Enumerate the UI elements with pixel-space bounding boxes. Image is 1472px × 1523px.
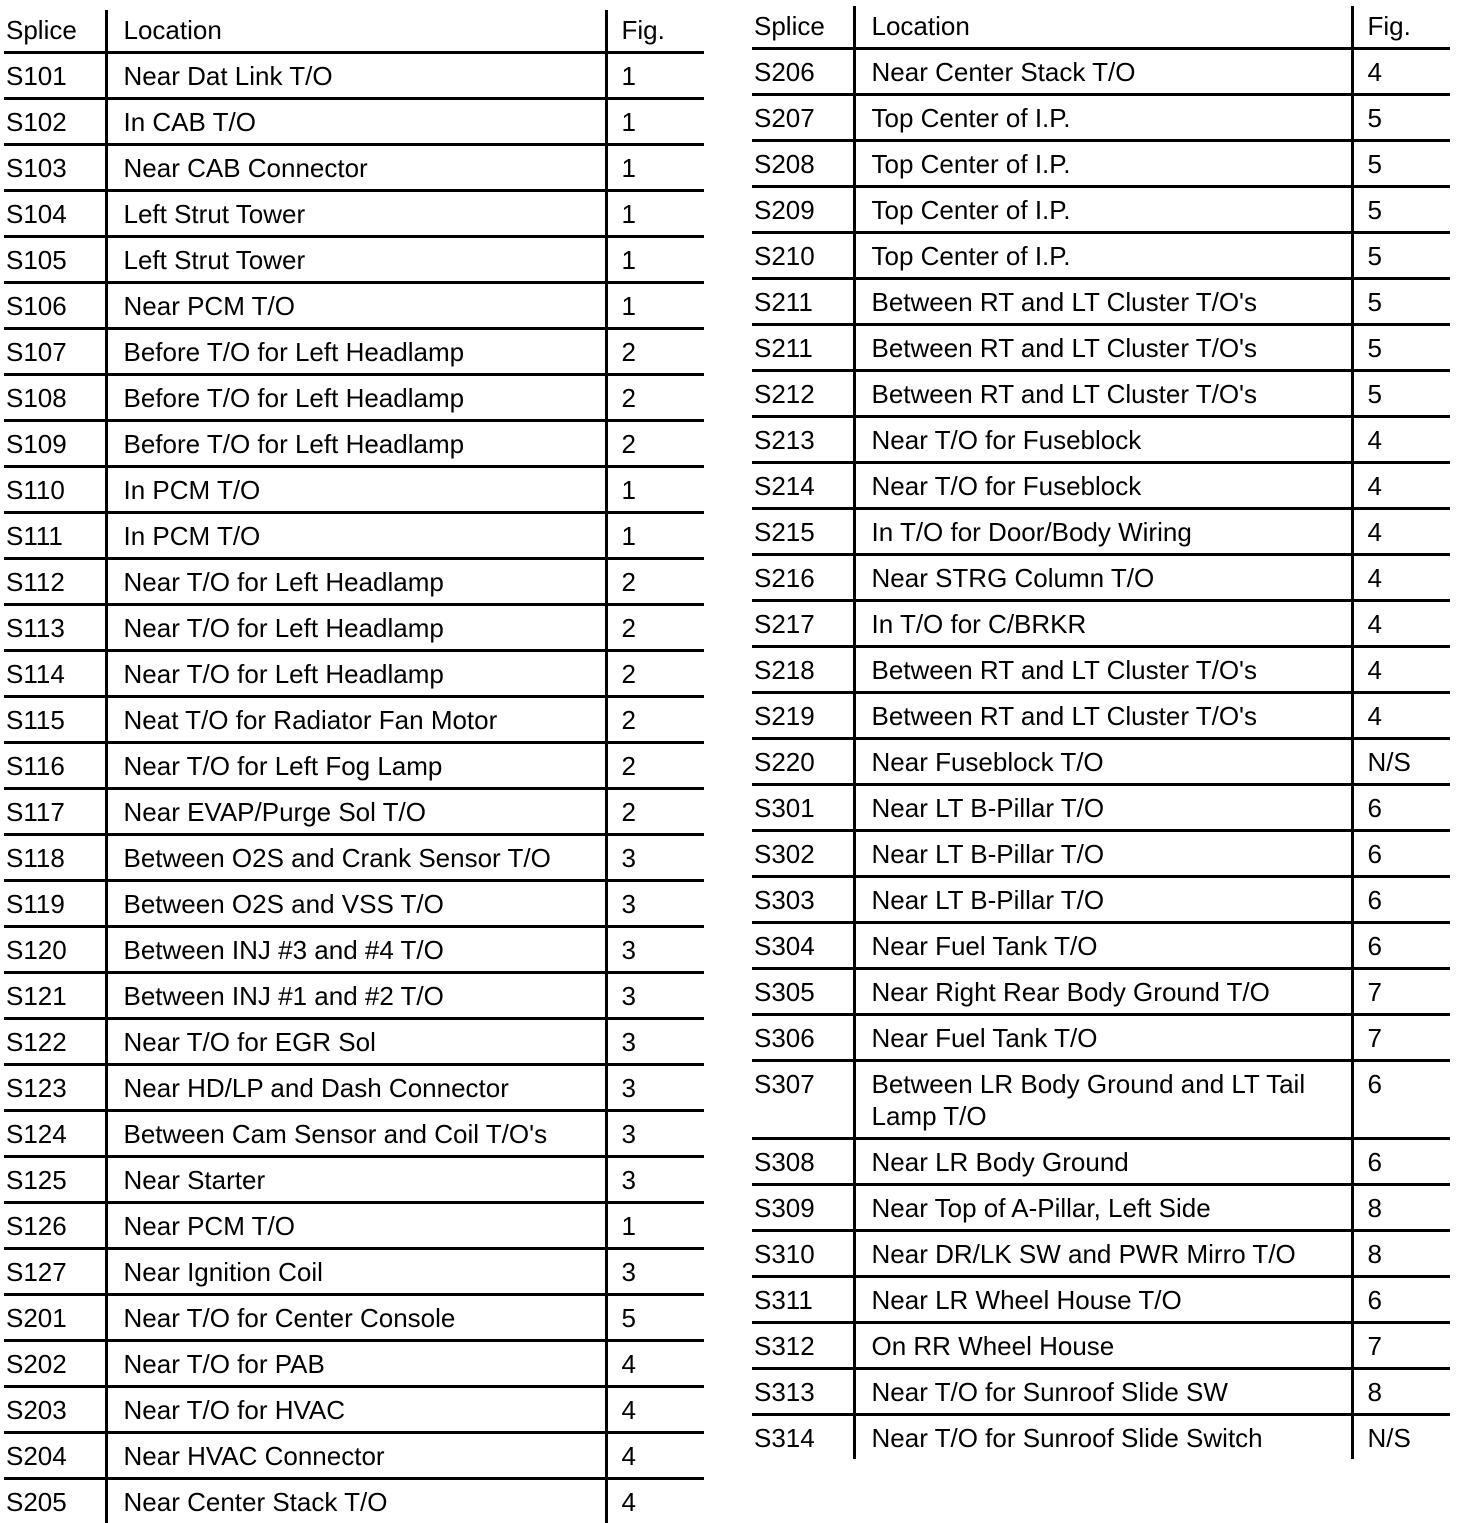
location-cell: Top Center of I.P. [854,187,1352,233]
table-row [4,145,704,191]
fig-cell: 4 [606,1341,704,1387]
fig-cell: 2 [606,375,704,421]
fig-cell: 4 [1352,647,1450,693]
table-row [4,605,704,651]
splice-cell: S217 [752,601,854,647]
location-cell: Between O2S and VSS T/O [106,881,606,927]
header-location: Location [106,10,606,53]
fig-cell: 1 [606,467,704,513]
splice-cell: S215 [752,509,854,555]
fig-cell: 1 [606,237,704,283]
splice-cell: S102 [4,99,106,145]
splice-table-left [4,10,704,1523]
splice-cell: S218 [752,647,854,693]
splice-cell: S301 [752,785,854,831]
location-cell: Near T/O for HVAC [106,1387,606,1433]
fig-cell: 6 [1352,785,1450,831]
location-cell: Between RT and LT Cluster T/O's [854,693,1352,739]
splice-cell: S118 [4,835,106,881]
table-row [752,601,1450,647]
splice-cell: S117 [4,789,106,835]
table-row [4,835,704,881]
fig-cell: 2 [606,789,704,835]
fig-cell: 1 [606,513,704,559]
splice-cell: S314 [752,1415,854,1460]
fig-cell: 7 [1352,1323,1450,1369]
table-row [4,1295,704,1341]
table-row [752,831,1450,877]
location-cell: Before T/O for Left Headlamp [106,329,606,375]
splice-cell: S306 [752,1015,854,1061]
splice-cell: S121 [4,973,106,1019]
location-cell: Near HVAC Connector [106,1433,606,1479]
location-cell: Top Center of I.P. [854,141,1352,187]
fig-cell: 3 [606,1157,704,1203]
header-splice: Splice [752,6,854,49]
splice-cell: S214 [752,463,854,509]
splice-cell: S111 [4,513,106,559]
fig-cell: 1 [606,145,704,191]
header-location: Location [854,6,1352,49]
table-row [4,1157,704,1203]
table-row [752,95,1450,141]
table-row [4,697,704,743]
splice-cell: S310 [752,1231,854,1277]
table-header-row [752,6,1450,49]
location-cell: In T/O for C/BRKR [854,601,1352,647]
splice-cell: S110 [4,467,106,513]
table-row [4,467,704,513]
table-row [752,1415,1450,1460]
fig-cell: 1 [606,283,704,329]
fig-cell: 4 [1352,601,1450,647]
table-row [752,325,1450,371]
table-row [752,555,1450,601]
location-cell: Near T/O for EGR Sol [106,1019,606,1065]
table-row [4,513,704,559]
splice-cell: S213 [752,417,854,463]
table-row [4,1249,704,1295]
splice-cell: S208 [752,141,854,187]
splice-cell: S112 [4,559,106,605]
table-row [752,969,1450,1015]
table-row [752,1323,1450,1369]
location-cell: Between LR Body Ground and LT Tail Lamp T/O [854,1061,1352,1139]
location-cell: Near EVAP/Purge Sol T/O [106,789,606,835]
table-row [4,651,704,697]
splice-cell: S204 [4,1433,106,1479]
table-row [4,375,704,421]
table-row [752,187,1450,233]
location-cell: Near T/O for Sunroof Slide Switch [854,1415,1352,1460]
table-row [752,49,1450,95]
fig-cell: 1 [606,99,704,145]
fig-cell: N/S [1352,739,1450,785]
header-fig: Fig. [606,10,704,53]
fig-cell: 3 [606,973,704,1019]
fig-cell: 4 [606,1433,704,1479]
table-row [4,283,704,329]
splice-cell: S311 [752,1277,854,1323]
splice-cell: S104 [4,191,106,237]
location-cell: In T/O for Door/Body Wiring [854,509,1352,555]
fig-cell: 2 [606,651,704,697]
table-row [752,877,1450,923]
location-cell: Near PCM T/O [106,1203,606,1249]
fig-cell: 4 [1352,693,1450,739]
splice-table-right [752,6,1450,1459]
splice-cell: S308 [752,1139,854,1185]
table-row [752,509,1450,555]
table-row [4,191,704,237]
splice-cell: S313 [752,1369,854,1415]
splice-cell: S122 [4,1019,106,1065]
splice-cell: S107 [4,329,106,375]
table-row [4,1203,704,1249]
location-cell: Near T/O for Left Headlamp [106,605,606,651]
splice-cell: S220 [752,739,854,785]
splice-cell: S120 [4,927,106,973]
fig-cell: 5 [1352,371,1450,417]
fig-cell: 4 [606,1479,704,1523]
fig-cell: 4 [1352,49,1450,95]
location-cell: Left Strut Tower [106,237,606,283]
location-cell: Near Dat Link T/O [106,53,606,99]
splice-cell: S105 [4,237,106,283]
location-cell: Near Fuseblock T/O [854,739,1352,785]
fig-cell: 3 [606,1019,704,1065]
fig-cell: 4 [1352,417,1450,463]
location-cell: Near T/O for Left Fog Lamp [106,743,606,789]
table-row [752,785,1450,831]
fig-cell: 3 [606,927,704,973]
location-cell: Between INJ #1 and #2 T/O [106,973,606,1019]
fig-cell: 3 [606,1111,704,1157]
splice-cell: S203 [4,1387,106,1433]
splice-cell: S211 [752,279,854,325]
header-splice: Splice [4,10,106,53]
splice-cell: S108 [4,375,106,421]
table-row [4,1387,704,1433]
fig-cell: 5 [606,1295,704,1341]
fig-cell: 1 [606,1203,704,1249]
splice-cell: S307 [752,1061,854,1139]
fig-cell: 5 [1352,279,1450,325]
fig-cell: 7 [1352,969,1450,1015]
fig-cell: 7 [1352,1015,1450,1061]
location-cell: Near DR/LK SW and PWR Mirro T/O [854,1231,1352,1277]
location-cell: Between RT and LT Cluster T/O's [854,325,1352,371]
location-cell: Near LR Wheel House T/O [854,1277,1352,1323]
fig-cell: 4 [1352,509,1450,555]
location-cell: Near Center Stack T/O [854,49,1352,95]
table-row [4,881,704,927]
splice-cell: S207 [752,95,854,141]
fig-cell: 3 [606,1065,704,1111]
location-cell: Near PCM T/O [106,283,606,329]
splice-cell: S303 [752,877,854,923]
location-cell: On RR Wheel House [854,1323,1352,1369]
splice-cell: S312 [752,1323,854,1369]
splice-cell: S305 [752,969,854,1015]
table-row [752,1185,1450,1231]
table-header-row [4,10,704,53]
location-cell: Near Ignition Coil [106,1249,606,1295]
location-cell: Between RT and LT Cluster T/O's [854,279,1352,325]
splice-cell: S211 [752,325,854,371]
splice-cell: S124 [4,1111,106,1157]
fig-cell: 6 [1352,1277,1450,1323]
table-row [4,1479,704,1523]
splice-cell: S202 [4,1341,106,1387]
location-cell: Near Right Rear Body Ground T/O [854,969,1352,1015]
splice-cell: S209 [752,187,854,233]
table-row [4,1433,704,1479]
location-cell: Near T/O for Sunroof Slide SW [854,1369,1352,1415]
table-row [752,739,1450,785]
splice-cell: S302 [752,831,854,877]
fig-cell: 6 [1352,831,1450,877]
table-row [752,1139,1450,1185]
location-cell: Top Center of I.P. [854,95,1352,141]
location-cell: Neat T/O for Radiator Fan Motor [106,697,606,743]
location-cell: Between Cam Sensor and Coil T/O's [106,1111,606,1157]
fig-cell: 2 [606,697,704,743]
splice-cell: S304 [752,923,854,969]
splice-cell: S219 [752,693,854,739]
table-row [752,233,1450,279]
location-cell: Between RT and LT Cluster T/O's [854,647,1352,693]
splice-cell: S119 [4,881,106,927]
table-row [752,1277,1450,1323]
splice-cell: S216 [752,555,854,601]
fig-cell: 2 [606,559,704,605]
header-fig: Fig. [1352,6,1450,49]
table-row [4,743,704,789]
table-row [4,329,704,375]
fig-cell: 5 [1352,141,1450,187]
table-row [752,647,1450,693]
location-cell: Near T/O for Center Console [106,1295,606,1341]
fig-cell: 4 [606,1387,704,1433]
splice-cell: S113 [4,605,106,651]
table-row [4,789,704,835]
table-row [4,53,704,99]
fig-cell: 6 [1352,923,1450,969]
fig-cell: 8 [1352,1185,1450,1231]
splice-cell: S201 [4,1295,106,1341]
fig-cell: 2 [606,329,704,375]
location-cell: In PCM T/O [106,467,606,513]
location-cell: Near STRG Column T/O [854,555,1352,601]
table-row [752,693,1450,739]
fig-cell: 2 [606,605,704,651]
fig-cell: N/S [1352,1415,1450,1460]
fig-cell: 5 [1352,95,1450,141]
location-cell: Near CAB Connector [106,145,606,191]
location-cell: Near T/O for PAB [106,1341,606,1387]
location-cell: Between O2S and Crank Sensor T/O [106,835,606,881]
table-row [752,1231,1450,1277]
fig-cell: 6 [1352,1139,1450,1185]
location-cell: Near LT B-Pillar T/O [854,877,1352,923]
location-cell: Near LR Body Ground [854,1139,1352,1185]
splice-cell: S103 [4,145,106,191]
splice-cell: S206 [752,49,854,95]
location-cell: Near Top of A-Pillar, Left Side [854,1185,1352,1231]
splice-cell: S116 [4,743,106,789]
table-row [4,1111,704,1157]
location-cell: Before T/O for Left Headlamp [106,421,606,467]
fig-cell: 3 [606,1249,704,1295]
table-row [752,1061,1450,1139]
table-row [4,1341,704,1387]
location-cell: Before T/O for Left Headlamp [106,375,606,421]
splice-cell: S127 [4,1249,106,1295]
location-cell: Near HD/LP and Dash Connector [106,1065,606,1111]
location-cell: Left Strut Tower [106,191,606,237]
table-row [4,99,704,145]
table-row [4,421,704,467]
splice-cell: S123 [4,1065,106,1111]
splice-cell: S309 [752,1185,854,1231]
location-cell: Between INJ #3 and #4 T/O [106,927,606,973]
table-row [752,417,1450,463]
table-row [4,1065,704,1111]
splice-cell: S125 [4,1157,106,1203]
location-cell: Near Center Stack T/O [106,1479,606,1523]
fig-cell: 5 [1352,233,1450,279]
fig-cell: 2 [606,743,704,789]
fig-cell: 6 [1352,877,1450,923]
splice-cell: S115 [4,697,106,743]
location-cell: Top Center of I.P. [854,233,1352,279]
table-row [752,1369,1450,1415]
location-cell: Near T/O for Fuseblock [854,463,1352,509]
location-cell: Between RT and LT Cluster T/O's [854,371,1352,417]
location-cell: Near LT B-Pillar T/O [854,785,1352,831]
fig-cell: 5 [1352,325,1450,371]
splice-cell: S106 [4,283,106,329]
table-row [4,1019,704,1065]
fig-cell: 5 [1352,187,1450,233]
table-row [4,973,704,1019]
table-row [4,237,704,283]
location-cell: Near Fuel Tank T/O [854,923,1352,969]
fig-cell: 3 [606,881,704,927]
fig-cell: 8 [1352,1369,1450,1415]
location-cell: Near LT B-Pillar T/O [854,831,1352,877]
location-cell: In PCM T/O [106,513,606,559]
location-cell: Near T/O for Left Headlamp [106,651,606,697]
splice-cell: S114 [4,651,106,697]
location-cell: Near Starter [106,1157,606,1203]
fig-cell: 8 [1352,1231,1450,1277]
fig-cell: 4 [1352,555,1450,601]
table-row [752,279,1450,325]
table-row [752,923,1450,969]
splice-cell: S109 [4,421,106,467]
location-cell: Near Fuel Tank T/O [854,1015,1352,1061]
location-cell: Near T/O for Fuseblock [854,417,1352,463]
fig-cell: 4 [1352,463,1450,509]
splice-cell: S210 [752,233,854,279]
splice-cell: S212 [752,371,854,417]
splice-cell: S101 [4,53,106,99]
fig-cell: 1 [606,53,704,99]
fig-cell: 3 [606,835,704,881]
location-cell: Near T/O for Left Headlamp [106,559,606,605]
fig-cell: 2 [606,421,704,467]
table-row [752,1015,1450,1061]
table-row [752,463,1450,509]
table-row [4,927,704,973]
table-row [4,559,704,605]
table-row [752,141,1450,187]
splice-cell: S126 [4,1203,106,1249]
fig-cell: 1 [606,191,704,237]
splice-cell: S205 [4,1479,106,1523]
fig-cell: 6 [1352,1061,1450,1139]
table-row [752,371,1450,417]
location-cell: In CAB T/O [106,99,606,145]
